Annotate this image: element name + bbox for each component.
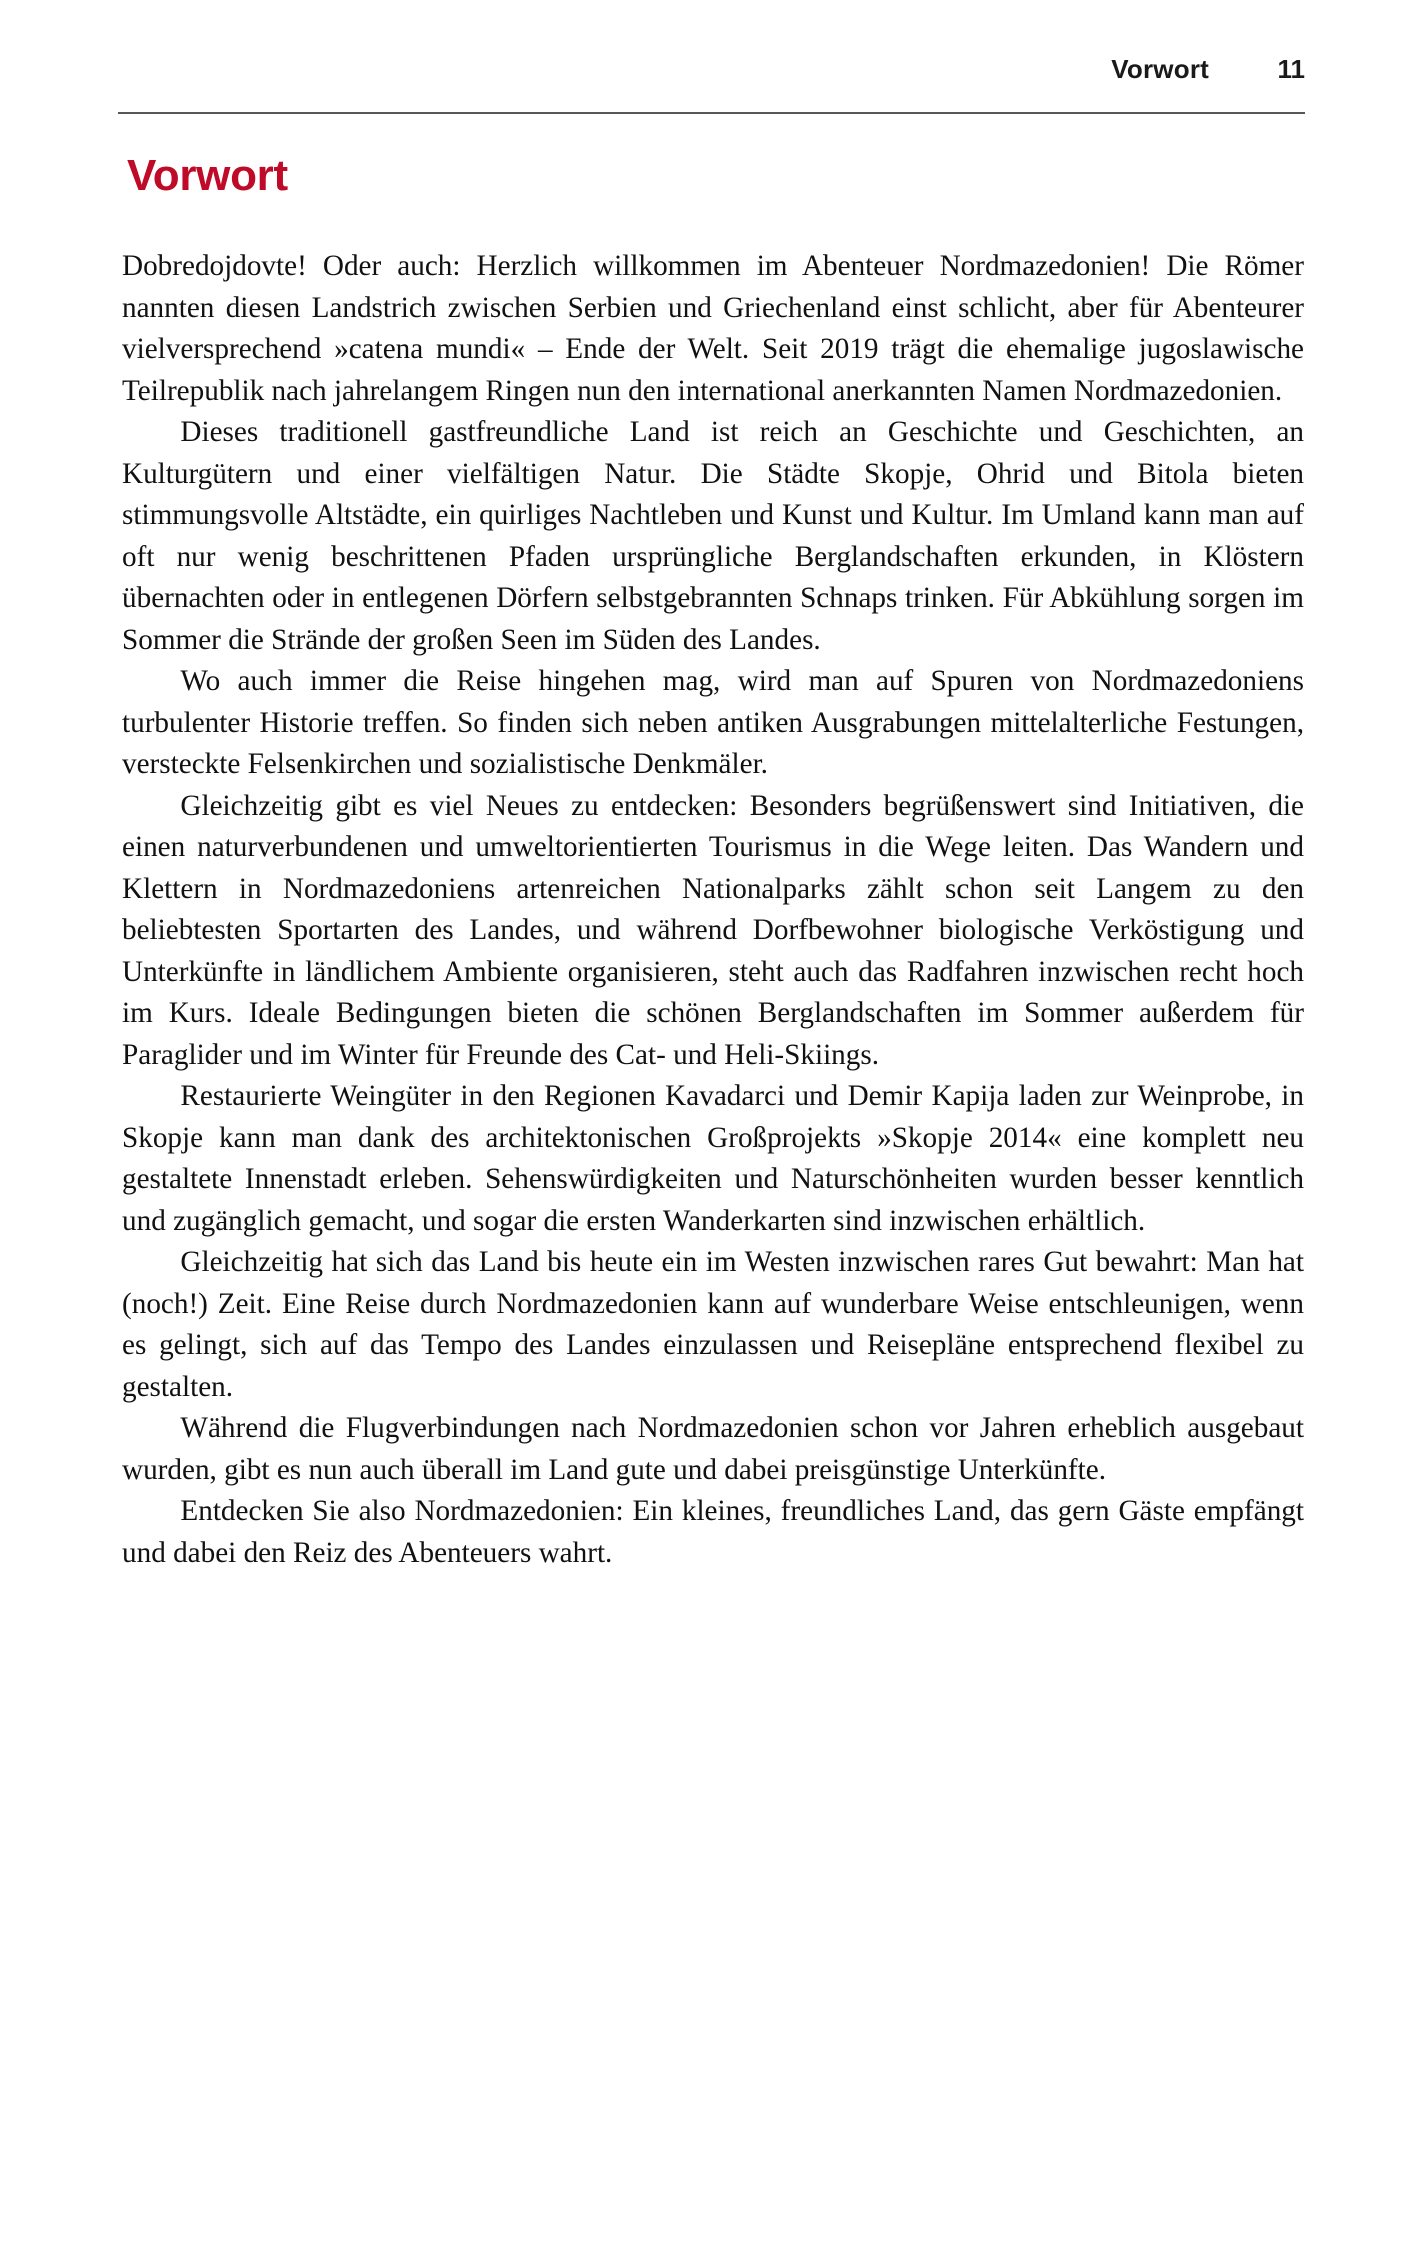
paragraph: Während die Flugverbindungen nach Nordmazedonien schon vor Jahren erheblich ausgebaut wurden, gibt es nun auch überall im Land gute und dabei preisgünstige Unterkünfte. <box>122 1412 1304 1486</box>
paragraph: Gleichzeitig hat sich das Land bis heute ein im Westen inzwischen rares Gut bewahrt: Man hat (noch!) Zeit. Eine Reise durch Nordmazedonien kann auf wunderbare Weise entschleunigen, wenn es gelingt, sich auf das Tempo des Landes einzulassen und Reisepläne entsprechend flexibel zu gestalten. <box>122 1246 1304 1403</box>
running-head-title: Vorwort <box>1111 54 1209 84</box>
paragraph: Dieses traditionell gastfreundliche Land ist reich an Geschichte und Geschichten, an Kulturgütern und einer vielfältigen Natur. Die Städte Skopje, Ohrid und Bitola bieten stimmungsvolle Altstädte, ein quirliges Nachtleben und Kunst und Kultur. Im Umland kann man auf oft nur wenig beschrittenen Pfaden ursprüngliche Berglandschaften erkunden, in Klöstern übernachten oder in entlegenen Dörfern selbstgebrannten Schnaps trinken. Für Abkühlung sorgen im Sommer die Strände der großen Seen im Süden des Landes. <box>122 416 1304 656</box>
paragraph: Gleichzeitig gibt es viel Neues zu entdecken: Besonders begrüßenswert sind Initiativen, die einen naturverbundenen und umweltorientierten Tourismus in die Wege leiten. Das Wandern und Klettern in Nordmazedoniens artenreichen Nationalparks zählt schon seit Langem zu den beliebtesten Sportarten des Landes, und während Dorfbewohner biologische Verköstigung und Unterkünfte in ländlichem Ambiente organisieren, steht auch das Radfahren inzwischen recht hoch im Kurs. Ideale Bedingungen bieten die schönen Berglandschaften im Sommer außerdem für Paraglider und im Winter für Freunde des Cat- und Heli-Skiings. <box>122 789 1304 1071</box>
paragraph: Wo auch immer die Reise hingehen mag, wird man auf Spuren von Nordmazedoniens turbulenter Historie treffen. So finden sich neben antiken Ausgrabungen mittelalterliche Festungen, versteckte Felsenkirchen und sozialistische Denkmäler. <box>122 665 1304 780</box>
paragraph: Entdecken Sie also Nordmazedonien: Ein kleines, freundliches Land, das gern Gäste empfängt und dabei den Reiz des Abenteuers wahrt. <box>122 1495 1304 1569</box>
page-title: Vorwort <box>127 151 288 201</box>
paragraph: Dobredojdovte! Oder auch: Herzlich willkommen im Abenteuer Nordmazedonien! Die Römer nannten diesen Landstrich zwischen Serbien und Griechenland einst schlicht, aber für Abenteurer vielversprechend »catena mundi« – Ende der Welt. Seit 2019 trägt die ehemalige jugoslawische Teilrepublik nach jahrelangem Ringen nun den international anerkannten Namen Nordmazedonien. <box>122 250 1304 407</box>
page-number: 11 <box>1277 54 1305 84</box>
paragraph: Restaurierte Weingüter in den Regionen Kavadarci und Demir Kapija laden zur Weinprobe, in Skopje kann man dank des architektonischen Großprojekts »Skopje 2014« eine komplett neu gestaltete Innenstadt erleben. Sehenswürdigkeiten und Naturschönheiten wurden besser kenntlich und zugänglich gemacht, und sogar die ersten Wanderkarten sind inzwischen erhältlich. <box>122 1080 1304 1237</box>
body-text <box>122 246 1304 1574</box>
header-divider-rule <box>118 112 1305 114</box>
running-header <box>118 56 1305 102</box>
